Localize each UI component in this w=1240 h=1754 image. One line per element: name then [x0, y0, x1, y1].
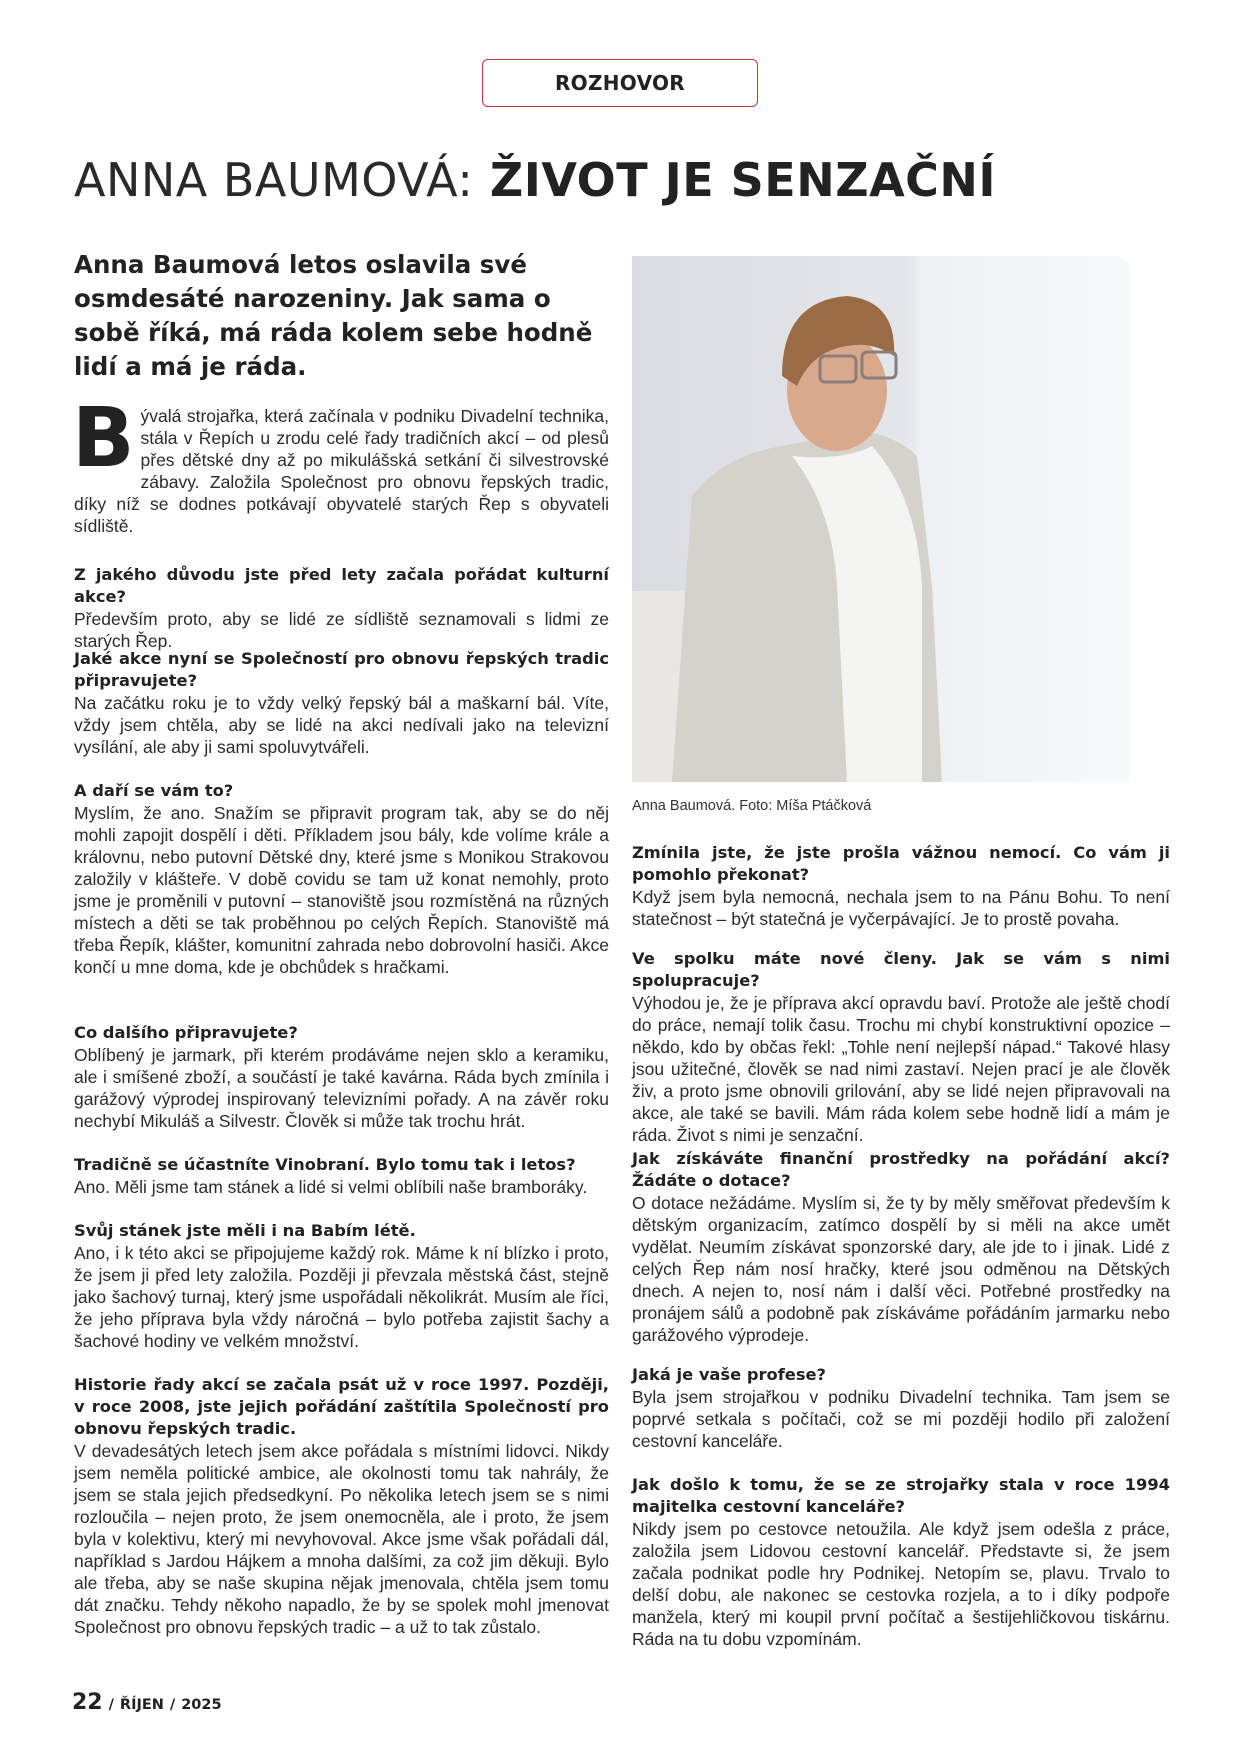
portrait-photo	[632, 256, 1130, 782]
qa-answer: Výhodou je, že je příprava akcí opravdu baví. Protože ale ještě chodí do práce, nemají tolik času. Trochu mi chybí konstruktivní opozice – někdo, kdo by občas řekl: „Tohle není nejlepší nápad.“ Takové hlasy jsou užitečné, člověk se nad nimi zastaví. Nejen prací je ale člověk živ, a proto jsme obnovili grilování, aby se lidé nejen připravovali na akce, ale také se bavili. Mám ráda kolem sebe hodně lidí a mám je ráda. Život s nimi je senzační.	[632, 993, 1170, 1145]
qa-item	[632, 1148, 1170, 1346]
section-tag: ROZHOVOR	[482, 59, 758, 107]
article-title	[74, 152, 996, 208]
portrait-illustration	[632, 256, 1130, 782]
intro-text: ývalá strojařka, která začínala v podniku Divadelní technika, stála v Řepích u zrodu celé řady tradičních akcí – od plesů přes dětské dny až po mikulášská setkání či silvestrovské zábavy. Založila Společnost pro obnovu řepských tradic, díky níž se dodnes potkávají obyvatelé starých Řep s obyvateli sídliště.	[74, 406, 609, 536]
qa-question: Svůj stánek jste měli i na Babím létě.	[74, 1221, 416, 1240]
qa-question: A daří se vám to?	[74, 781, 234, 800]
qa-answer: Byla jsem strojařkou v podniku Divadelní technika. Tam jsem se poprvé setkala s počítači, což se mi později hodilo při založení cestovní kanceláře.	[632, 1387, 1170, 1451]
qa-item	[74, 1154, 609, 1198]
qa-answer: Především proto, aby se lidé ze sídliště seznamovali s lidmi ze starých Řep.	[74, 609, 609, 651]
footer-year: 2025	[181, 1697, 222, 1713]
qa-item	[632, 1364, 1170, 1452]
qa-answer: Nikdy jsem po cestovce netoužila. Ale když jsem odešla z práce, založila jsem Lidovou cestovní kancelář. Představte si, že jsem začala podnikat podle hry Podnikej. Netopím se, plavu. Trvalo to delší dobu, ale nakonec se cestovka rozjela, a to i díky podpoře manžela, který mi koupil první počítač a šestijehličkovou tiskárnu. Ráda na tu dobu vzpomínám.	[632, 1519, 1170, 1649]
qa-question: Tradičně se účastníte Vinobraní. Bylo tomu tak i letos?	[74, 1155, 576, 1174]
qa-answer: O dotace nežádáme. Myslím si, že ty by měly směřovat především k dětským organizacím, zatímco dospělí by si měli na akce umět vydělat. Neumím získávat sponzorské dary, ale jde to i jinak. Lidé z celých Řep nám nosí hračky, které jsou odměnou na Dětských dnech. A nejen to, nosí nám i další věci. Potřebné prostředky na pronájem sálů a podobně pak získáváme pořádáním jarmarku nebo garážového výprodeje.	[632, 1193, 1170, 1345]
qa-question: Zmínila jste, že jste prošla vážnou nemocí. Co vám ji pomohlo překonat?	[632, 843, 1170, 884]
title-headline: ŽIVOT JE SENZAČNÍ	[489, 153, 997, 207]
drop-cap: B	[72, 391, 135, 486]
intro-paragraph	[72, 391, 609, 537]
qa-answer: Když jsem byla nemocná, nechala jsem to na Pánu Bohu. To není statečnost – být statečná je vyčerpávající. Je to prostě povaha.	[632, 887, 1170, 929]
qa-item	[74, 1022, 609, 1132]
qa-answer: V devadesátých letech jsem akce pořádala s místními lidovci. Nikdy jsem neměla politické ambice, ale okolnosti tomu tak nahrály, že jsem se stala jejich předsedkyní. Po několika letech jsem se s nimi rozloučila – nejen proto, že jsem onemocněla, ale i proto, že jsem byla v kolektivu, který mi nevyhovoval. Akce jsme však pořádali dál, například s Jardou Hájkem a mnoha dalšími, za což jim děkuji. Bylo ale třeba, aby se naše skupina nějak jmenovala, chtěla jsem tomu dát značku. Tehdy někoho napadlo, že by se spolek mohl jmenovat Společnost pro obnovu řepských tradic – a už to tak zůstalo.	[74, 1441, 609, 1637]
title-name: ANNA BAUMOVÁ:	[74, 153, 474, 207]
page-footer	[72, 1690, 222, 1715]
qa-item	[632, 948, 1170, 1146]
footer-separator: /	[169, 1697, 176, 1713]
page-number: 22	[72, 1690, 103, 1715]
qa-question: Jaká je vaše profese?	[632, 1365, 826, 1384]
qa-question: Jak došlo k tomu, že se ze strojařky stala v roce 1994 majitelka cestovní kanceláře?	[632, 1475, 1170, 1516]
footer-month: ŘÍJEN	[119, 1697, 164, 1713]
qa-item	[74, 780, 609, 978]
qa-item	[74, 1220, 609, 1352]
qa-answer: Myslím, že ano. Snažím se připravit program tak, aby se do něj mohli zapojit dospělí i děti. Příkladem jsou bály, kde volíme krále a královnu, nebo putovní Dětské dny, které jsme s Monikou Strakovou založily v klášteře. V době covidu se tam už konat nemohly, proto jsme je proměnili v putovní – stanoviště jsou rozmístěná na různých místech a děti se tak proběhnou po celých Řepích. Stanoviště má třeba Řepík, klášter, komunitní zahrada nebo dobrovolní hasiči. Akce končí u mne doma, kde je obchůdek s hračkami.	[74, 803, 609, 977]
qa-answer: Ano. Měli jsme tam stánek a lidé si velmi oblíbili naše bramboráky.	[74, 1177, 588, 1197]
qa-item	[632, 1474, 1170, 1650]
footer-separator: /	[108, 1697, 114, 1713]
qa-item	[632, 842, 1170, 930]
qa-item	[74, 1374, 609, 1638]
qa-question: Z jakého důvodu jste před lety začala pořádat kulturní akce?	[74, 565, 609, 606]
qa-question: Jak získáváte finanční prostředky na pořádání akcí? Žádáte o dotace?	[632, 1149, 1170, 1190]
article-lead: Anna Baumová letos oslavila své osmdesáté narozeniny. Jak sama o sobě říká, má ráda kolem sebe hodně lidí a má je ráda.	[74, 250, 593, 381]
qa-item	[74, 648, 609, 758]
qa-answer: Na začátku roku je to vždy velký řepský bál a maškarní bál. Víte, vždy jsem chtěla, aby se lidé na akci nedívali jako na televizní vysílání, ale aby ji sami spoluvytvářeli.	[74, 693, 609, 757]
qa-question: Co dalšího připravujete?	[74, 1023, 298, 1042]
qa-answer: Oblíbený je jarmark, při kterém prodáváme nejen sklo a keramiku, ale i smíšené zboží, a součástí je také kavárna. Ráda bych zmínila i garážový výprodej inspirovaný televizními pořady. A na závěr roku nechybí Mikuláš a Silvestr. Člověk si může tak trochu hrát.	[74, 1045, 609, 1131]
qa-question: Ve spolku máte nové členy. Jak se vám s nimi spolupracuje?	[632, 949, 1170, 990]
qa-item	[74, 564, 609, 652]
qa-question: Historie řady akcí se začala psát už v roce 1997. Později, v roce 2008, jste jejich pořádání zaštítila Společností pro obnovu řepských tradic.	[74, 1375, 609, 1438]
photo-caption: Anna Baumová. Foto: Míša Ptáčková	[632, 798, 872, 814]
qa-question: Jaké akce nyní se Společností pro obnovu řepských tradic připravujete?	[74, 649, 609, 690]
qa-answer: Ano, i k této akci se připojujeme každý rok. Máme k ní blízko i proto, že jsem ji před lety založila. Později ji převzala městská část, stejně jako šachový turnaj, který jsme uspořádali několikrát. Musím ale říci, že jeho příprava byla vždy náročná – bylo potřeba zajistit šachy a šachové hodiny ve velkém množství.	[74, 1243, 609, 1351]
